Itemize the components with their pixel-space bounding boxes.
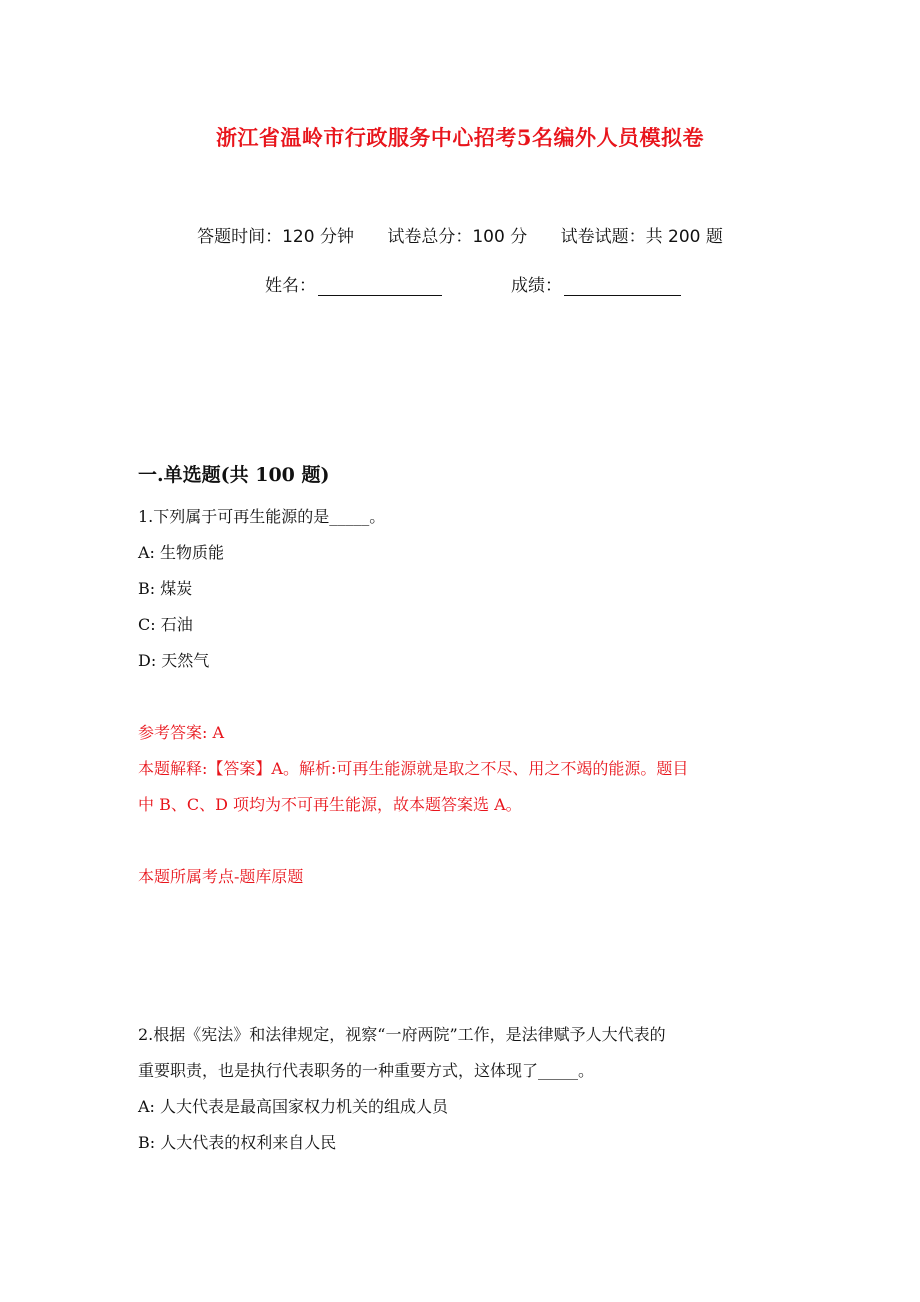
score-label: 成绩： xyxy=(511,276,562,296)
score-field xyxy=(511,271,681,296)
exam-question-count: 试卷试题：共 200 题 xyxy=(560,227,723,247)
name-blank-line xyxy=(318,277,442,296)
exam-title: 浙江省温岭市行政服务中心招考5名编外人员模拟卷 xyxy=(215,125,705,150)
question-1-option-c: C: 石油 xyxy=(138,615,193,634)
exam-meta xyxy=(0,222,920,247)
name-field xyxy=(265,271,442,296)
question-1-answer: 参考答案: A xyxy=(138,723,225,742)
question-2-stem-line1: 2.根据《宪法》和法律规定，视察“一府两院”工作，是法律赋予人大代表的 xyxy=(138,1025,666,1044)
exam-time: 答题时间：120 分钟 xyxy=(197,227,354,247)
question-2-option-a: A: 人大代表是最高国家权力机关的组成人员 xyxy=(138,1097,449,1116)
question-2-stem-line2: 重要职责，也是执行代表职务的一种重要方式，这体现了_____。 xyxy=(138,1061,595,1080)
exam-total-score: 试卷总分：100 分 xyxy=(387,227,528,247)
question-1-option-a: A: 生物质能 xyxy=(138,543,225,562)
question-1-explanation-line1: 本题解释:【答案】A。解析:可再生能源就是取之不尽、用之不竭的能源。题目 xyxy=(138,759,689,778)
question-1-point: 本题所属考点-题库原题 xyxy=(138,867,304,886)
question-2-option-b: B: 人大代表的权利来自人民 xyxy=(138,1133,337,1152)
section-heading: 一.单选题(共 100 题) xyxy=(138,464,330,486)
score-blank-line xyxy=(564,277,681,296)
question-1-stem: 1.下列属于可再生能源的是_____。 xyxy=(138,507,386,526)
name-label: 姓名： xyxy=(265,276,316,296)
question-1-option-b: B: 煤炭 xyxy=(138,579,193,598)
question-1-explanation-line2: 中 B、C、D 项均为不可再生能源，故本题答案选 A。 xyxy=(138,795,522,814)
question-1-option-d: D: 天然气 xyxy=(138,651,210,670)
